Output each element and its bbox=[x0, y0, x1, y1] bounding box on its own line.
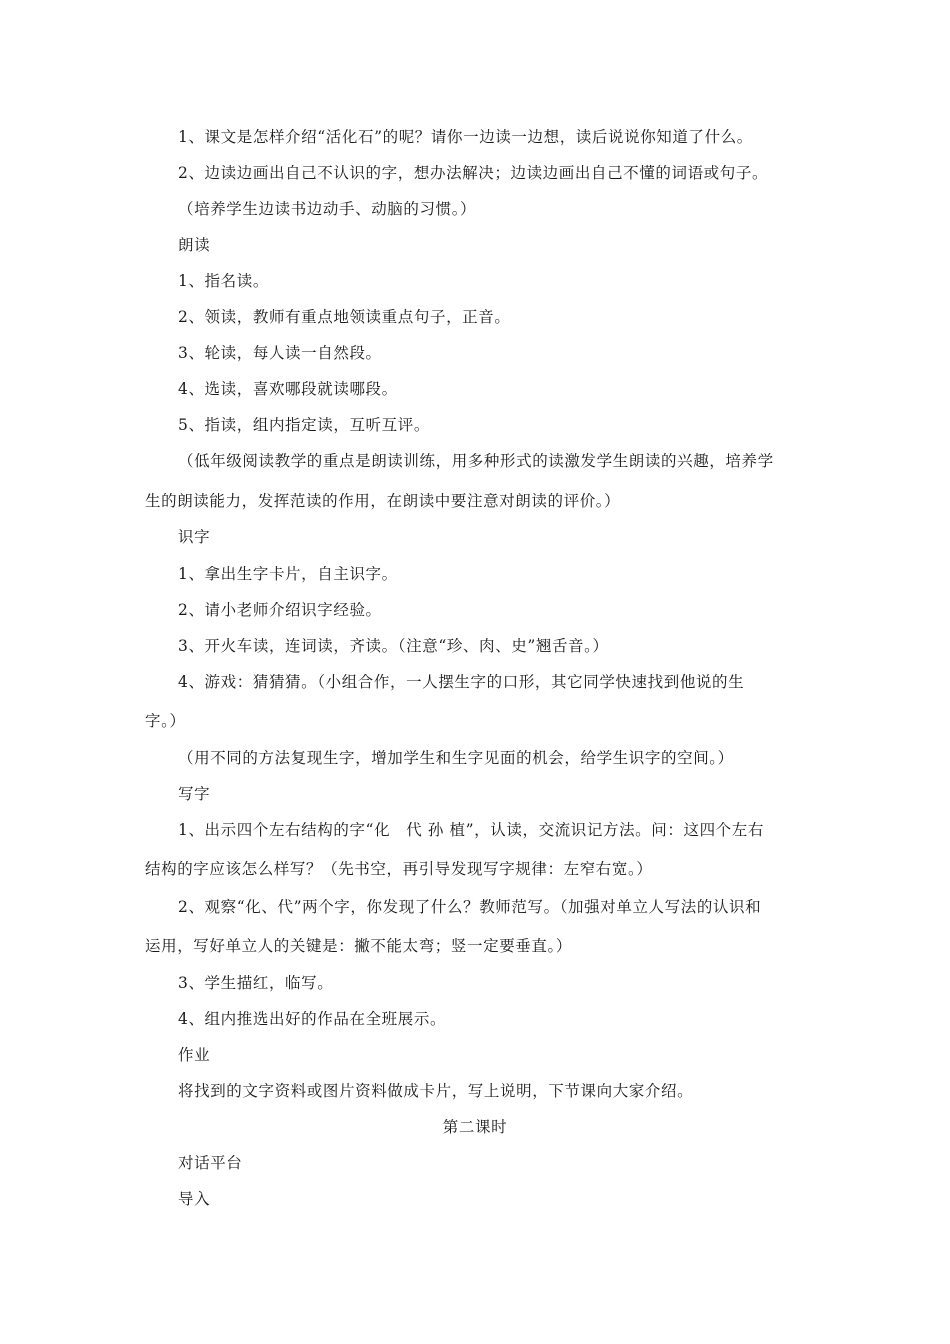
paragraph-line: 运用，写好单立人的关键是：撇不能太弯；竖一定要垂直。） bbox=[145, 937, 572, 955]
section-heading: 作业 bbox=[178, 1046, 211, 1064]
paragraph-line: 2、边读边画出自己不认识的字，想办法解决；边读边画出自己不懂的词语或句子。 bbox=[178, 164, 769, 182]
paragraph-line: 1、指名读。 bbox=[178, 272, 269, 290]
paragraph-line: 5、指读，组内指定读，互听互评。 bbox=[178, 416, 430, 434]
paragraph-line: 4、游戏：猜猜猜。（小组合作，一人摆生字的口形，其它同学快速找到他说的生 bbox=[178, 673, 745, 691]
section-heading: 对话平台 bbox=[178, 1154, 243, 1172]
paragraph-line: 1、出示四个左右结构的字“化 代 孙 植”，认读，交流识记方法。问：这四个左右 bbox=[178, 821, 764, 839]
paragraph-line: 将找到的文字资料或图片资料做成卡片，写上说明，下节课向大家介绍。 bbox=[178, 1082, 694, 1100]
lesson-title: 第二课时 bbox=[442, 1118, 508, 1136]
paragraph-line: 1、拿出生字卡片，自主识字。 bbox=[178, 565, 398, 583]
paragraph-line: （用不同的方法复现生字，增加学生和生字见面的机会，给学生识字的空间。） bbox=[178, 749, 734, 767]
section-heading: 写字 bbox=[178, 785, 211, 803]
section-heading: 朗读 bbox=[178, 236, 211, 254]
paragraph-line: 2、领读，教师有重点地领读重点句子，正音。 bbox=[178, 308, 511, 326]
paragraph-line: 结构的字应该怎么样写？（先书空，再引导发现写字规律：左窄右宽。） bbox=[145, 860, 653, 878]
section-heading: 导入 bbox=[178, 1190, 211, 1208]
paragraph-line: 4、选读，喜欢哪段就读哪段。 bbox=[178, 380, 398, 398]
paragraph-line: 3、开火车读，连词读，齐读。（注意“珍、肉、史”翘舌音。） bbox=[178, 637, 609, 655]
paragraph-line: 1、课文是怎样介绍“活化石”的呢？请你一边读一边想，读后说说你知道了什么。 bbox=[178, 128, 753, 146]
paragraph-line: 生的朗读能力，发挥范读的作用，在朗读中要注意对朗读的评价。） bbox=[145, 492, 621, 510]
paragraph-line: 3、学生描红，临写。 bbox=[178, 974, 334, 992]
paragraph-line: 字。） bbox=[145, 712, 186, 730]
paragraph-line: 2、请小老师介绍识字经验。 bbox=[178, 601, 382, 619]
paragraph-line: 4、组内推选出好的作品在全班展示。 bbox=[178, 1010, 447, 1028]
paragraph-line: （培养学生边读书边动手、动脑的习惯。） bbox=[178, 200, 477, 218]
paragraph-line: （低年级阅读教学的重点是朗读训练，用多种形式的读激发学生朗读的兴趣，培养学 bbox=[178, 452, 774, 470]
paragraph-line: 2、观察“化、代”两个字，你发现了什么？教师范写。（加强对单立人写法的认识和 bbox=[178, 898, 762, 916]
paragraph-line: 3、轮读，每人读一自然段。 bbox=[178, 344, 382, 362]
section-heading: 识字 bbox=[178, 528, 211, 546]
